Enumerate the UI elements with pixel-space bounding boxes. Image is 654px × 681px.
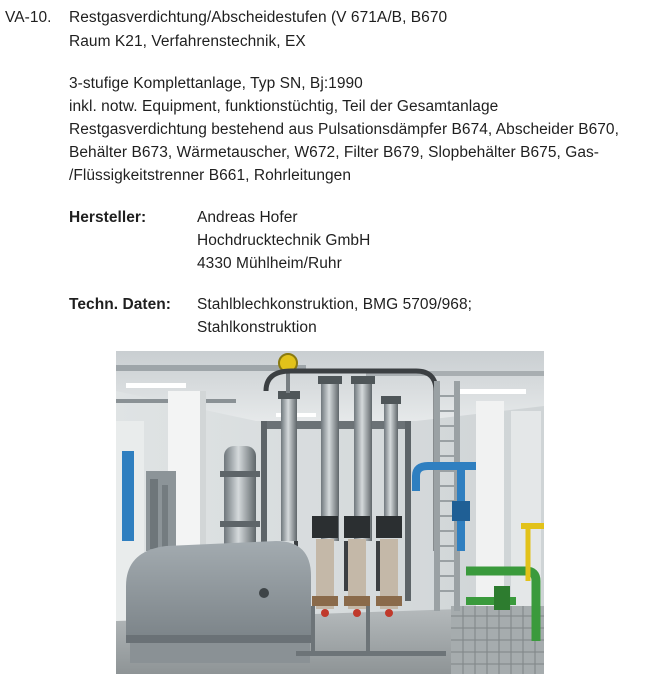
machine-plinth: [130, 643, 310, 663]
item-title-line-2: Raum K21, Verfahrenstechnik, EX: [69, 33, 306, 50]
housing-base: [126, 635, 311, 643]
green-valve: [494, 586, 510, 610]
manufacturer-label: Hersteller:: [69, 209, 147, 226]
manufacturer-line-2: Hochdrucktechnik GmbH: [197, 232, 371, 249]
ceiling-light: [456, 389, 526, 394]
description-line-3: Restgasverdichtung bestehend aus Pulsationsdämpfer B674, Abscheider B670,: [69, 121, 619, 138]
vessel-flange: [220, 521, 260, 527]
valve-handle: [385, 609, 393, 617]
frame-post: [405, 421, 411, 601]
blue-door: [122, 451, 134, 541]
equipment-photo: [116, 351, 544, 674]
housing-bolt: [259, 588, 269, 598]
description-line-1: 3-stufige Komplettanlage, Typ SN, Bj:1990: [69, 75, 363, 92]
tech-data-label: Techn. Daten:: [69, 296, 171, 313]
compressor-housing: [126, 541, 311, 641]
overhead-pipe: [116, 365, 306, 371]
description-line-5: /Flüssigkeitstrenner B661, Rohrleitungen: [69, 167, 352, 184]
description-line-2: inkl. notw. Equipment, funktionstüchtig, Teil der Gesamtanlage: [69, 98, 499, 115]
pipe: [150, 479, 158, 549]
floor-pipe: [296, 651, 446, 656]
manufacturer-line-1: Andreas Hofer: [197, 209, 298, 226]
floor-pipe: [311, 606, 315, 656]
valve-blocks: [312, 516, 402, 609]
description-line-4: Behälter B673, Wärmetauscher, W672, Filter B679, Slopbehälter B675, Gas-: [69, 144, 600, 161]
pipe: [162, 485, 168, 551]
tech-data-line-1: Stahlblechkonstruktion, BMG 5709/968;: [197, 296, 472, 313]
valve-handle: [353, 609, 361, 617]
item-number: VA-10.: [5, 9, 52, 26]
gauge-stem: [286, 371, 290, 393]
valve-handle: [321, 609, 329, 617]
manufacturer-line-3: 4330 Mühlheim/Ruhr: [197, 255, 342, 272]
floor-pipe: [366, 606, 370, 656]
vessel-flange: [220, 471, 260, 477]
blue-valve: [452, 501, 470, 521]
support-column: [476, 401, 504, 611]
item-title-line-1: Restgasverdichtung/Abscheidestufen (V 671A/B, B670: [69, 9, 448, 26]
ceiling-light: [126, 383, 186, 388]
floor-grating: [451, 606, 544, 674]
tech-data-line-2: Stahlkonstruktion: [197, 319, 317, 336]
